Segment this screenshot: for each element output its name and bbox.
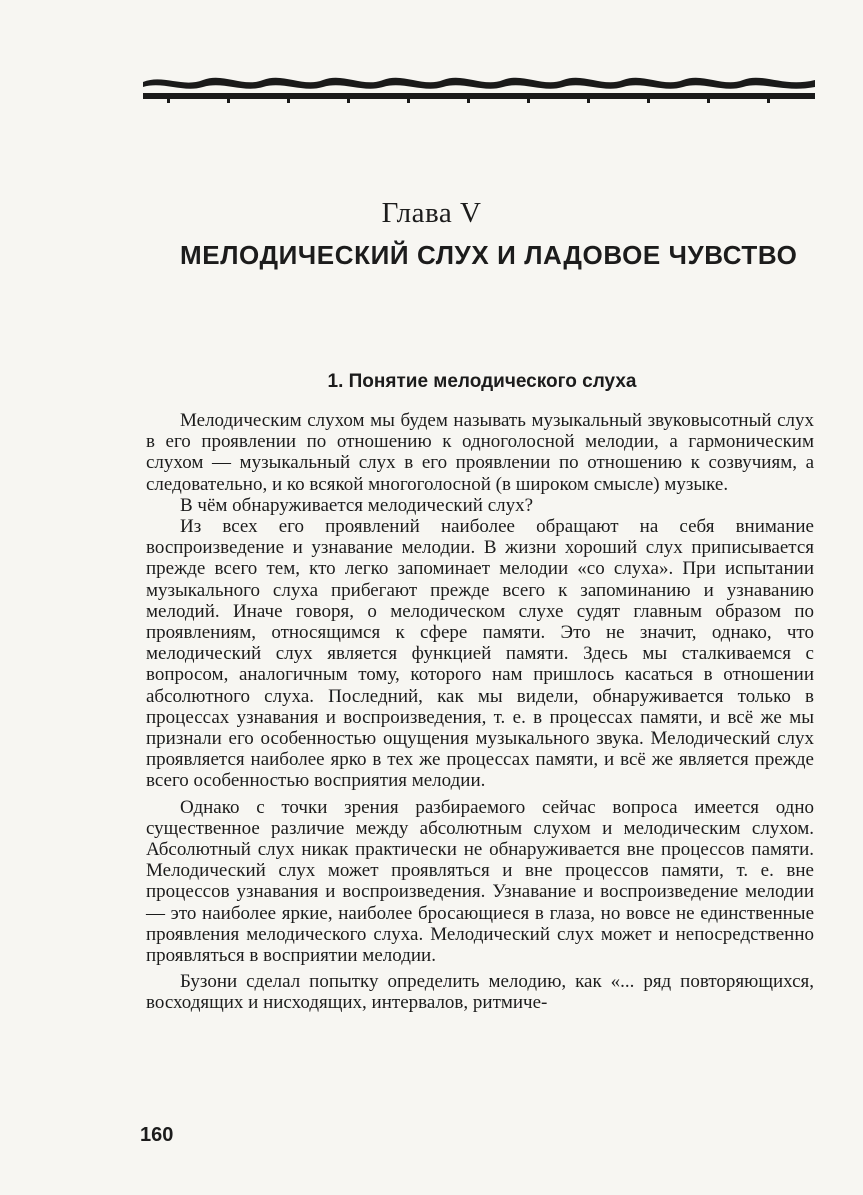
paragraph: В чём обнаруживается мелодический слух? <box>180 494 534 516</box>
ornamental-rule <box>143 72 815 106</box>
paragraph: Из всех его проявлений наиболее обращают на себя внимание воспроизведение и узнавание мелодии. В жизни хороший слух приписывается прежде всего тем, кто легко запоминает мелодии «со слуха». При испытании музыкального слуха прибегают прежде всего к запоминанию и узнаванию мелодий. Иначе говоря, о мелодическом слухе судят главным образом по проявлениям, относящимся к сфере памяти. Это не значит, однако, что мелодический слух является функцией памяти. Здесь мы сталкиваемся с вопросом, аналогичным тому, которого нам пришлось касаться в отношении абсолютного слуха. Последний, как мы видели, обнаруживается только в процессах узнавания и воспроизведения, т. е. в процессах памяти, и всё же мы признали его особенностью ощущения музыкального звука. Мелодический слух проявляется наиболее ярко в тех же процессах памяти, и всё же является прежде всего особенностью восприятия мелодии. <box>146 516 814 792</box>
chapter-title: МЕЛОДИЧЕСКИЙ СЛУХ И ЛАДОВОЕ ЧУВСТВО <box>180 240 798 270</box>
page-number: 160 <box>140 1124 174 1146</box>
section-heading: 1. Понятие мелодического слуха <box>327 371 637 392</box>
chapter-label: Глава V <box>381 197 482 229</box>
paragraph: Однако с точки зрения разбираемого сейчас вопроса имеется одно существенное различие между абсолютным слухом и мелодическим слухом. Абсолютный слух никак практически не обнаруживается вне процессов памяти. Мелодический слух может проявляться и вне процессов памяти, т. е. вне процессов узнавания и воспроизведения. Узнавание и воспроизведение мелодии — это наиболее яркие, наиболее бросающиеся в глаза, но вовсе не единственные проявления мелодического слуха. Мелодический слух может и непосредственно проявляться в восприятии мелодии. <box>146 796 814 967</box>
paragraph: Бузони сделал попытку определить мелодию, как «... ряд повторяющихся, восходящих и нисходящих, интервалов, ритмиче- <box>146 971 814 1014</box>
paragraph: Мелодическим слухом мы будем называть музыкальный звуковысотный слух в его проявлении по отношению к одноголосной мелодии, а гармоническим слухом — музыкальный слух в его проявлении по отношению к созвучиям, а следовательно, и ко всякой многоголосной (в широком смысле) музыке. <box>146 410 814 495</box>
body-text <box>146 410 814 1014</box>
